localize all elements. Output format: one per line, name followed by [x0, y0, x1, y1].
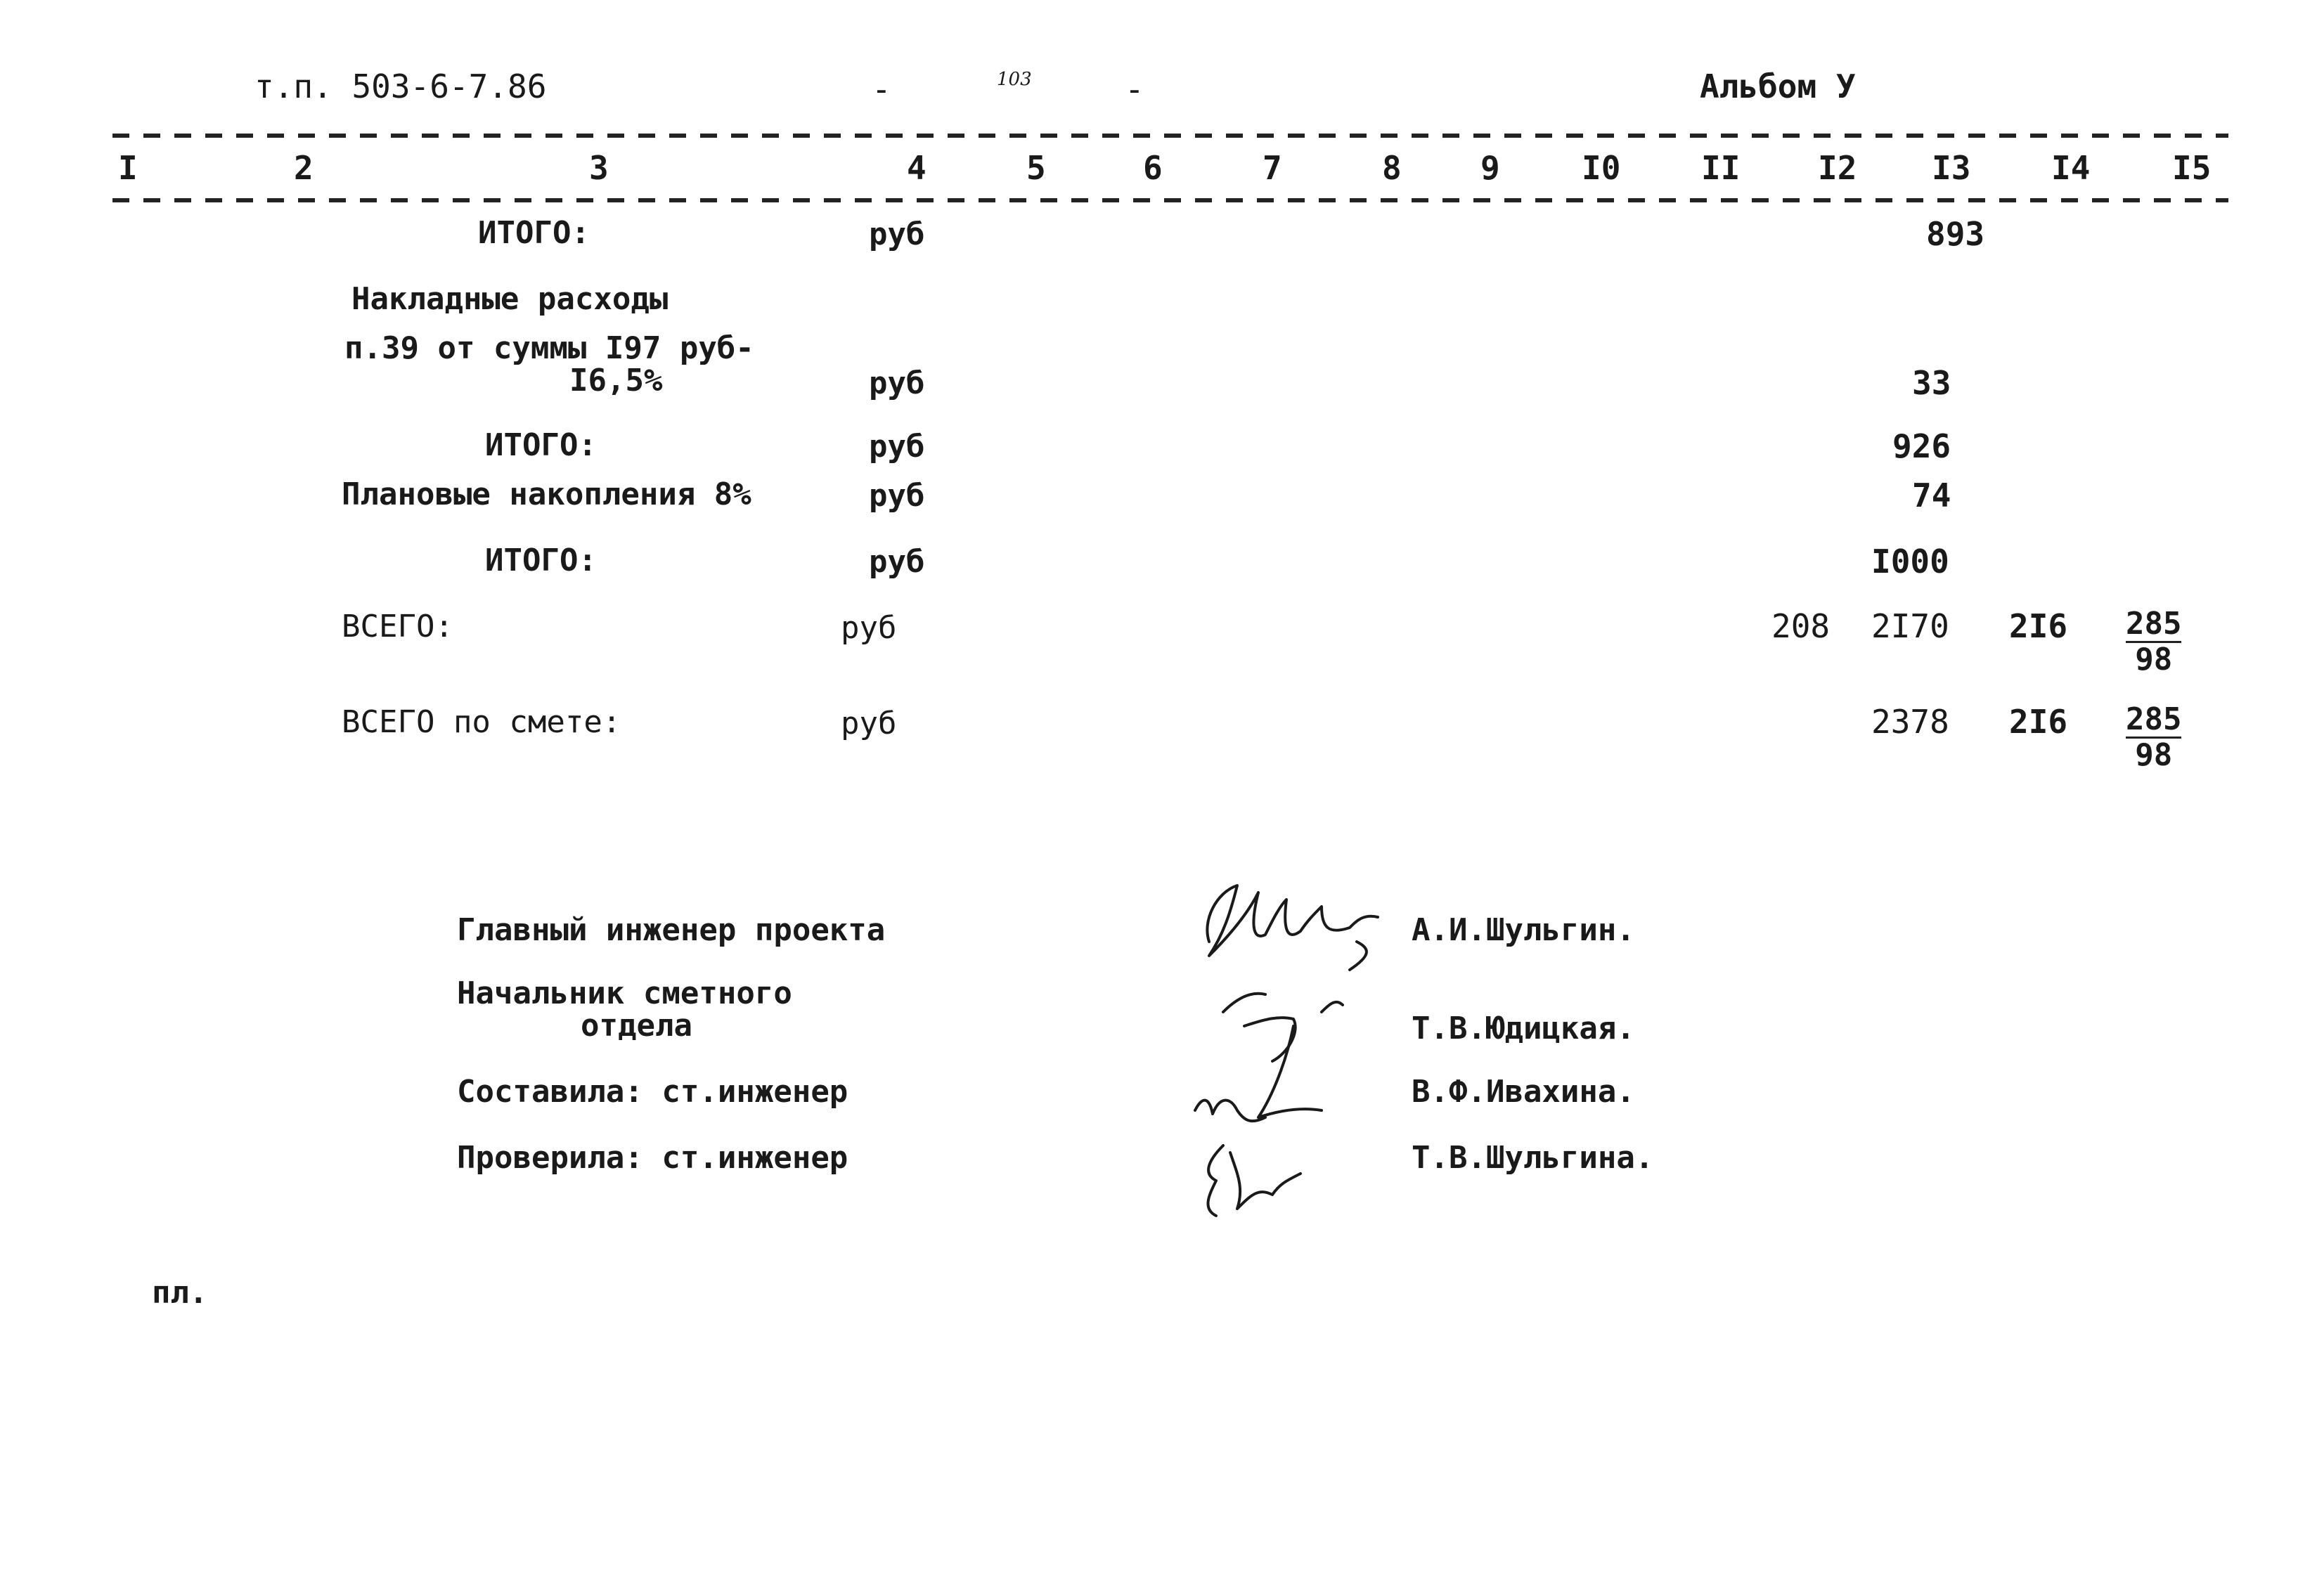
column-header-14: I4 [2051, 149, 2091, 187]
row-unit: руб [869, 478, 925, 514]
page-number: 103 [997, 69, 1032, 90]
fraction-numerator: 285 [2126, 606, 2182, 642]
cell-col12: 208 [1771, 607, 1831, 645]
cell-col13: 2I70 [1871, 607, 1949, 645]
signature-role: Составила: ст.инженер [457, 1074, 848, 1110]
column-header-10: I0 [1582, 149, 1621, 187]
signature-name: А.И.Шульгин. [1412, 912, 1635, 948]
cell-col14: 2I6 [2009, 607, 2068, 645]
column-header-9: 9 [1480, 149, 1500, 187]
row-label-line1: Накладные расходы [351, 281, 669, 317]
row-unit: руб [841, 610, 897, 646]
row-label: ВСЕГО по смете: [342, 704, 621, 740]
cell-col13: 33 [1912, 364, 1951, 402]
cell-col13: 74 [1912, 476, 1951, 514]
cell-col13: I000 [1871, 543, 1949, 580]
page-dash-right: - [1125, 70, 1144, 108]
handwritten-signatures [1181, 864, 1420, 1223]
fraction-numerator: 285 [2126, 701, 2182, 737]
cell-col13: 893 [1926, 215, 1985, 253]
column-header-11: II [1701, 149, 1741, 187]
cell-col13: 926 [1892, 427, 1951, 465]
fraction-denominator: 98 [2135, 642, 2173, 677]
cell-col14: 2I6 [2009, 703, 2068, 741]
column-header-2: 2 [294, 149, 314, 187]
column-header-15: I5 [2172, 149, 2212, 187]
row-unit: руб [869, 544, 925, 580]
row-label-line2: п.39 от суммы I97 руб- [344, 330, 754, 366]
row-label: ВСЕГО: [342, 609, 453, 644]
column-header-1: I [118, 149, 138, 187]
column-header-5: 5 [1026, 149, 1046, 187]
row-unit: руб [869, 365, 925, 401]
row-unit: руб [841, 706, 897, 741]
row-label: ИТОГО: [478, 215, 590, 251]
signature-role: Главный инженер проекта [457, 912, 886, 948]
album-label: Альбом У [1700, 67, 1856, 105]
header-top-rule [112, 134, 2228, 138]
row-unit: руб [869, 216, 925, 252]
column-header-12: I2 [1818, 149, 1857, 187]
row-unit: руб [869, 429, 925, 465]
cell-col15-fraction [2126, 701, 2182, 773]
row-label: Плановые накопления 8% [342, 476, 751, 512]
cell-col13: 2378 [1871, 703, 1949, 741]
signature-name: Т.В.Юдицкая. [1412, 1011, 1635, 1046]
column-header-13: I3 [1932, 149, 1971, 187]
cell-col15-fraction [2126, 606, 2182, 677]
row-label-line3: I6,5% [569, 363, 663, 398]
signature-name: В.Ф.Ивахина. [1412, 1074, 1635, 1110]
row-label: ИТОГО: [485, 543, 597, 578]
column-header-6: 6 [1143, 149, 1163, 187]
signature-role: Проверила: ст.инженер [457, 1140, 848, 1176]
document-code: т.п. 503-6-7.86 [254, 67, 547, 105]
signature-role-line1: Начальник сметного [457, 975, 792, 1011]
column-header-4: 4 [907, 149, 927, 187]
fraction-denominator: 98 [2135, 737, 2173, 773]
signature-role-line2: отдела [581, 1008, 692, 1044]
footer-mark: пл. [152, 1275, 208, 1311]
column-header-8: 8 [1382, 149, 1402, 187]
column-header-7: 7 [1263, 149, 1282, 187]
page-dash-left: - [872, 70, 891, 108]
signature-name: Т.В.Шульгина. [1412, 1140, 1654, 1176]
row-label: ИТОГО: [485, 427, 597, 463]
column-header-3: 3 [589, 149, 609, 187]
header-bottom-rule [112, 198, 2228, 202]
